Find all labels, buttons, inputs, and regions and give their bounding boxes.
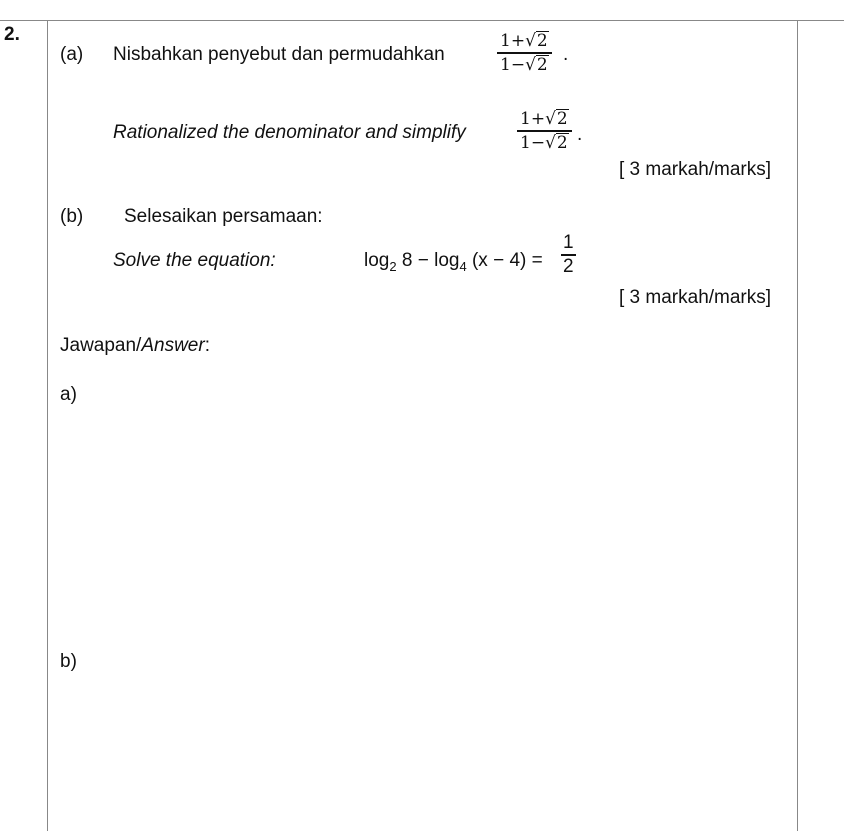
part-b-equation-rhs-fraction [561,232,576,278]
part-b-equation-lhs: $\log_2 8 - \log_4 (x - 4)$ = [364,250,543,274]
part-b-label: (b) [60,206,84,227]
part-b-malay-text: Selesaikan persamaan: [124,206,323,227]
fraction-numerator: 1 [563,232,574,253]
part-a-english-period: . [577,124,583,145]
top-border-line [0,20,844,21]
answer-part-b-label: b) [60,651,77,672]
part-a-english-text: Rationalized the denominator and simplify [113,122,466,143]
left-column-border [47,20,48,831]
part-a-fraction-english [517,108,572,154]
part-a-fraction-malay [497,30,552,76]
answer-heading: Jawapan/Answer: [60,335,210,356]
part-b-english-text: Solve the equation: [113,250,276,271]
part-a-malay-period: . [563,44,569,65]
part-a-marks: [ 3 markah/marks] [619,159,772,180]
part-b-marks: [ 3 markah/marks] [619,287,772,308]
fraction-denominator: 1−√2 [500,54,548,75]
fraction-numerator: 1+√2 [500,31,548,51]
question-number: 2. [4,24,20,45]
fraction-numerator: 1+√2 [520,109,568,129]
answer-part-a-label: a) [60,384,77,405]
part-a-malay-text: Nisbahkan penyebut dan permudahkan [113,44,445,65]
right-column-border [797,20,798,831]
fraction-denominator: 2 [563,255,574,277]
part-a-label: (a) [60,44,84,65]
fraction-denominator: 1−√2 [520,132,568,153]
